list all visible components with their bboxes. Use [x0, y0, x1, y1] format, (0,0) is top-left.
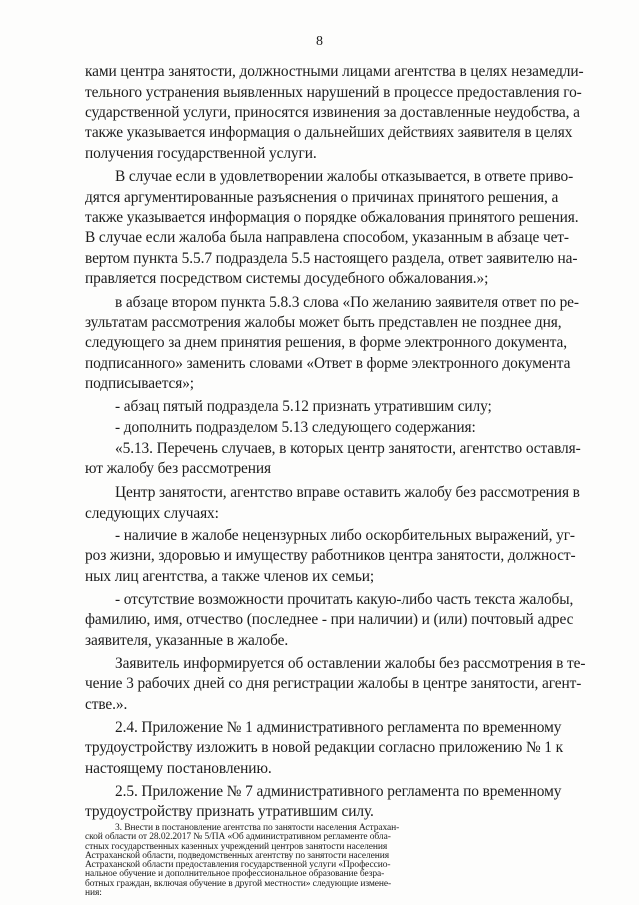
text-line: ками центра занятости, должностными лицами агентства в целях незамедли-	[85, 63, 584, 80]
text-line: сударственной услуги, приносятся извинения за доставленные неудобства, а	[85, 104, 580, 121]
text-line: тельного устранения выявленных нарушений в процессе предоставления го-	[85, 84, 582, 101]
text-line: также указывается информация о дальнейших действиях заявителя в целях	[85, 124, 573, 141]
text-line: нальное обучение и дополнительное профессиональное образование безра-	[85, 869, 385, 880]
text-line: 2.4. Приложение № 1 административного регламента по временному	[115, 719, 562, 736]
text-line: - отсутствие возможности прочитать какую-либо часть текста жалобы,	[115, 591, 574, 608]
text-line: 3. Внести в постановление агентства по занятости населения Астрахан-	[115, 823, 400, 833]
text-line: следующего за днем принятия решения, в форме электронного документа,	[85, 334, 567, 351]
text-line: стве.».	[85, 696, 128, 713]
text-line: настоящему постановлению.	[85, 760, 272, 777]
text-line: Центр занятости, агентство вправе оставить жалобу без рассмотрения в	[115, 484, 580, 501]
text-line: ют жалобу без рассмотрения	[85, 460, 272, 477]
text-line: Астраханской области предоставления государственной услуги «Профессио-	[85, 860, 391, 871]
text-line: также указывается информация о порядке обжалования принятого решения.	[85, 209, 579, 226]
text-line: ботных граждан, включая обучение в другой местности» следующие измене-	[85, 878, 392, 889]
text-line: получения государственной услуги.	[85, 145, 317, 162]
text-line: вертом пункта 5.5.7 подраздела 5.5 настоящего раздела, ответ заявителю на-	[85, 250, 578, 267]
text-line: 2.5. Приложение № 7 административного регламента по временному	[115, 783, 562, 800]
text-line: В случае если жалоба была направлена способом, указанным в абзаце чет-	[85, 229, 569, 246]
text-line: роз жизни, здоровью и имуществу работников центра занятости, должност-	[85, 547, 576, 564]
text-line: дятся аргументированные разъяснения о причинах принятого решения, а	[85, 189, 559, 206]
page-number: 8	[316, 34, 323, 49]
text-line: фамилию, имя, отчество (последнее - при наличии) и (или) почтовый адрес	[85, 611, 574, 628]
text-line: ской области от 28.02.2017 № 5/ПА «Об административном регламенте обла-	[85, 832, 391, 843]
text-line: ных лиц агентства, а также членов их семьи;	[85, 568, 375, 585]
text-line: - наличие в жалобе нецензурных либо оскорбительных выражений, уг-	[115, 527, 575, 544]
text-line: подписывается»;	[85, 375, 194, 392]
text-line: - абзац пятый подраздела 5.12 признать утратившим силу;	[115, 398, 492, 415]
text-line: зультатам рассмотрения жалобы может быть представлен не позднее дня,	[85, 314, 562, 331]
text-line: ния:	[85, 888, 102, 898]
text-line: Заявитель информируется об оставлении жалобы без рассмотрения в те-	[115, 655, 586, 672]
text-line: подписанного» заменить словами «Ответ в форме электронного документа	[85, 355, 571, 372]
text-line: Астраханской области, подведомственных агентству по занятости населения	[85, 850, 390, 861]
text-line: трудоустройству признать утратившим силу.	[85, 803, 374, 820]
text-line: следующих случаях:	[85, 505, 219, 522]
text-line: правляется посредством системы досудебного обжалования.»;	[85, 270, 489, 287]
text-line: трудоустройству изложить в новой редакции согласно приложению № 1 к	[85, 739, 564, 756]
text-line: заявителя, указанные в жалобе.	[85, 632, 289, 649]
text-line: чение 3 рабочих дней со дня регистрации жалобы в центре занятости, агент-	[85, 675, 582, 692]
text-line: В случае если в удовлетворении жалобы отказывается, в ответе приво-	[115, 168, 574, 185]
text-line: «5.13. Перечень случаев, в которых центр занятости, агентство оставля-	[115, 440, 581, 457]
text-line: стных государственных казенных учреждений центров занятости населения	[85, 841, 388, 852]
text-line: в абзаце втором пункта 5.8.3 слова «По желанию заявителя ответ по ре-	[115, 294, 579, 311]
text-line: - дополнить подразделом 5.13 следующего содержания:	[115, 419, 476, 436]
